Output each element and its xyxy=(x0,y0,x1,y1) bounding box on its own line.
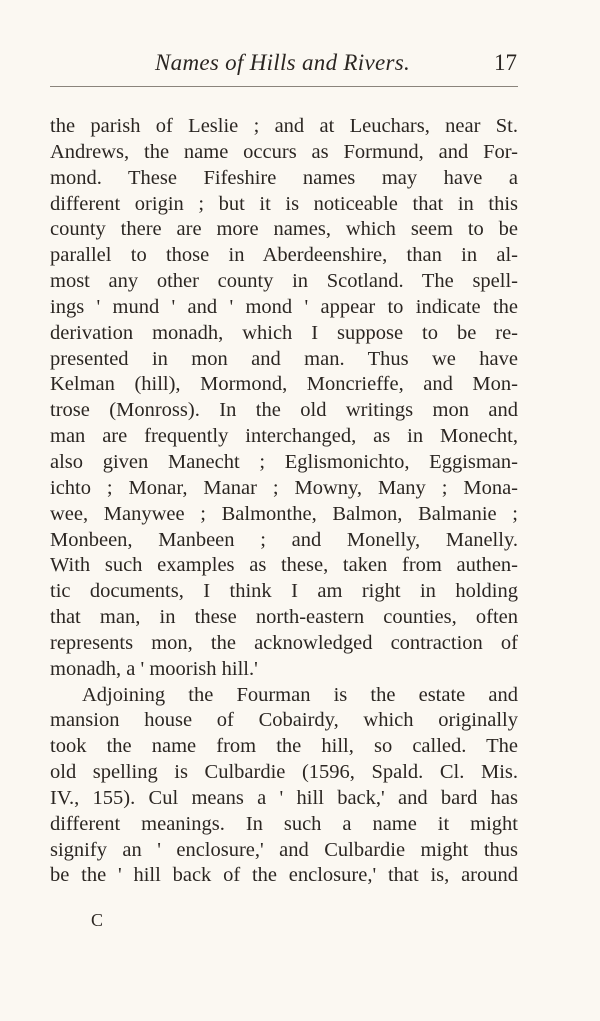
text-line: took the name from the hill, so called. The xyxy=(50,735,518,758)
text-line: represents mon, the acknowledged contraction of xyxy=(50,631,518,654)
text-line: ichto ; Monar, Manar ; Mowny, Many ; Mona- xyxy=(50,476,518,499)
text-line: also given Manecht ; Eglismonichto, Eggisman- xyxy=(50,450,518,473)
text-line: trose (Monross). In the old writings mon and xyxy=(50,399,518,422)
text-line: county there are more names, which seem to be xyxy=(50,218,518,241)
text-line: mond. These Fifeshire names may have a xyxy=(50,166,518,189)
text-line: ings ' mund ' and ' mond ' appear to indicate the xyxy=(50,295,518,318)
paragraph-start-line: Adjoining the Fourman is the estate and xyxy=(82,683,518,706)
text-line: Monbeen, Manbeen ; and Monelly, Manelly. xyxy=(50,528,518,551)
text-line: be the ' hill back of the enclosure,' that is, around xyxy=(50,864,518,887)
text-line: signify an ' enclosure,' and Culbardie might thus xyxy=(50,838,518,861)
running-head xyxy=(0,50,600,80)
page-number: 17 xyxy=(494,50,517,75)
text-line: IV., 155). Cul means a ' hill back,' and bard has xyxy=(50,786,518,809)
text-line: presented in mon and man. Thus we have xyxy=(50,347,518,370)
running-title: Names of Hills and Rivers. xyxy=(155,50,411,75)
text-line: different origin ; but it is noticeable that in this xyxy=(50,192,518,215)
text-line: the parish of Leslie ; and at Leuchars, near St. xyxy=(50,115,518,137)
text-line: With such examples as these, taken from authen- xyxy=(50,554,518,577)
text-line: Andrews, the name occurs as Formund, and For- xyxy=(50,140,518,163)
text-line: most any other county in Scotland. The spell- xyxy=(50,270,518,293)
text-line: parallel to those in Aberdeenshire, than in al- xyxy=(50,244,518,267)
signature-mark: C xyxy=(91,910,104,930)
text-line: man are frequently interchanged, as in Monecht, xyxy=(50,425,518,448)
text-line: mansion house of Cobairdy, which originally xyxy=(50,709,518,732)
text-line: tic documents, I think I am right in holding xyxy=(50,580,518,603)
text-line: derivation monadh, which I suppose to be re- xyxy=(50,321,518,344)
body-text xyxy=(50,114,518,889)
text-line: different meanings. In such a name it might xyxy=(50,812,518,835)
text-line: old spelling is Culbardie (1596, Spald. Cl. Mis. xyxy=(50,761,518,784)
text-line: wee, Manywee ; Balmonthe, Balmon, Balmanie ; xyxy=(50,502,518,525)
text-line: monadh, a ' moorish hill.' xyxy=(50,657,258,680)
text-line: that man, in these north-eastern counties, often xyxy=(50,606,518,629)
text-line: Kelman (hill), Mormond, Moncrieffe, and Mon- xyxy=(50,373,518,396)
header-rule xyxy=(50,86,518,87)
